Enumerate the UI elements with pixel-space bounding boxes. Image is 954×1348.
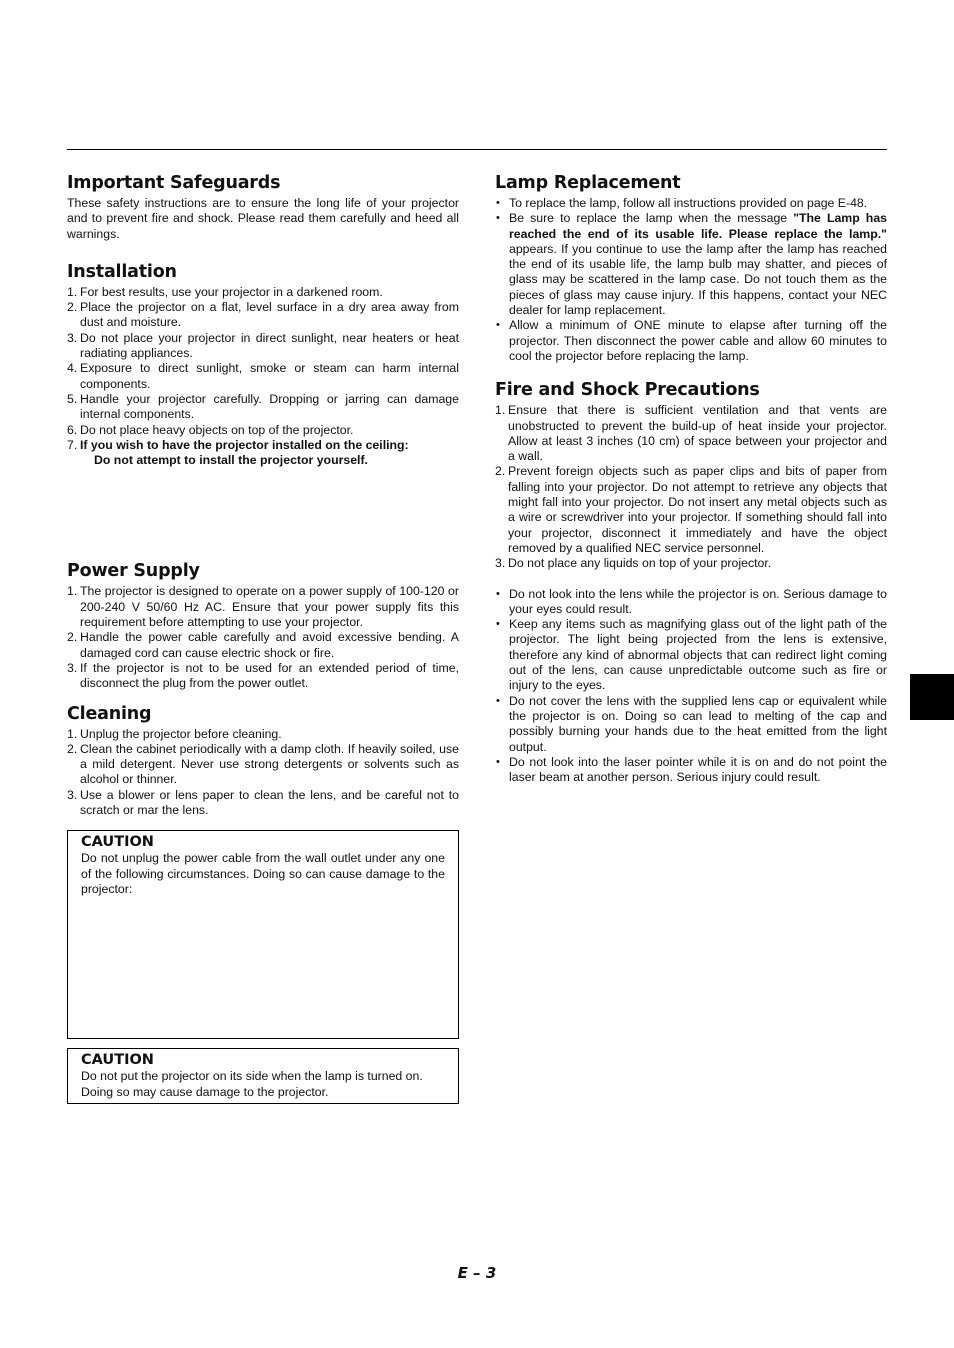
lamp-replacement-heading: Lamp Replacement [495,173,681,193]
list-item: 1. The projector is designed to operate on a power supply of 100-120 or 200-240 V 50/60 Hz AC. Ensure that your power supply fits this requirement before attempting to use your projector. [67,584,459,630]
installation-section [67,261,459,469]
power-supply-heading: Power Supply [67,561,200,582]
safeguards-intro: These safety instructions are to ensure the long life of your projector and to prevent fire and shock. Please read them carefully and heed all warnings. [67,196,459,241]
important-safeguards-section [67,172,459,242]
list-item: 1. For best results, use your projector in a darkened room. [67,284,383,299]
caution-heading: CAUTION [81,834,154,851]
caution-text: Do not put the projector on its side when the lamp is turned on. Doing so may cause damage to the projector. [81,1069,423,1099]
power-supply-section [67,560,459,691]
important-safeguards-heading: Important Safeguards [67,173,281,193]
list-item: • Allow a minimum of ONE minute to elapse after turning off the projector. Then disconnect the power cable and allow 60 minutes to cool the projector before replacing the lamp. [495,318,887,364]
list-item: • To replace the lamp, follow all instructions provided on page E-48. [495,196,887,211]
list-item: 2. Clean the cabinet periodically with a damp cloth. If heavily soiled, use a mild detergent. Never use strong detergents or solvents such as alcohol or thinner. [67,741,459,787]
lamp-list [495,196,887,364]
caution-box-unplug [67,830,459,1039]
caution-box-side [67,1048,459,1104]
list-item: 3. If the projector is not to be used for an extended period of time, disconnect the plug from the power outlet. [67,660,459,691]
cleaning-section [67,703,459,819]
list-item: 5. Handle your projector carefully. Dropping or jarring can damage internal components. [67,391,459,422]
list-item: 3. Do not place your projector in direct sunlight, near heaters or heat radiating appliances. [67,330,459,361]
fire-shock-section [495,379,887,785]
caution-text: Do not unplug the power cable from the wall outlet under any one of the following circumstances. Doing so can cause damage to the projector: [81,851,445,896]
cleaning-list [67,727,459,819]
caution-heading: CAUTION [81,1052,154,1069]
cleaning-heading: Cleaning [67,703,152,724]
list-item: • Do not cover the lens with the supplied lens cap or equivalent while the projector is on. Doing so can lead to melting of the cap and possibly burning your hands due to the heat emitted from the light output. [495,694,887,755]
list-item: • Do not look into the lens while the projector is on. Serious damage to your eyes could result. [495,587,887,618]
section-thumb-tab [910,674,954,720]
list-item: • Do not look into the laser pointer while it is on and do not point the laser beam at another person. Serious injury could result. [495,755,887,786]
list-item: 3. Do not place any liquids on top of your projector. [495,556,772,571]
right-column [495,172,887,785]
list-item: • Be sure to replace the lamp when the message "The Lamp has reached the end of its usable life. Please replace the lamp." appears. If you continue to use the lamp after the lamp has reached the end of its usable life, the lamp bulb may shatter, and pieces of glass may be scattered in the lamp case. Do not touch them as the pieces of glass may cause injury. If this happens, contact your NEC dealer for lamp replacement. [495,211,887,318]
list-item: 2. Place the projector on a flat, level surface in a dry area away from dust and moisture. [67,300,459,330]
list-item: 1. Ensure that there is sufficient ventilation and that vents are unobstructed to prevent the build-up of heat inside your projector. Allow at least 3 inches (10 cm) of space between your projector and a wall. [495,403,887,464]
page-number: E – 3 [457,1264,497,1282]
list-item: 1. Unplug the projector before cleaning. [67,726,282,741]
power-supply-list [67,584,459,691]
list-item: 7. If you wish to have the projector installed on the ceiling: Do not attempt to install the projector yourself. [67,437,409,468]
installation-list [67,285,459,469]
list-item: 2. Handle the power cable carefully and avoid excessive bending. A damaged cord can cause electric shock or fire. [67,630,459,660]
top-rule [67,149,887,150]
list-item: 6. Do not place heavy objects on top of the projector. [67,422,354,437]
list-item: 2. Prevent foreign objects such as paper clips and bits of paper from falling into your projector. Do not attempt to retrieve any objects that might fall into your projector. Do not insert any metal objects such as a wire or screwdriver into your projector. If something should fall into your projector, disconnect it immediately and have the object removed by a qualified NEC service personnel. [495,464,887,555]
list-item: 4. Exposure to direct sunlight, smoke or steam can harm internal components. [67,361,459,391]
list-item: • Keep any items such as magnifying glass out of the light path of the projector. The light being projected from the lens is extensive, therefore any kind of abnormal objects that can redirect light coming out of the lens, can cause unpredictable outcome such as fire or injury to the eyes. [495,617,887,693]
left-column [67,172,459,1104]
fire-shock-list [495,403,887,571]
fire-shock-heading: Fire and Shock Precautions [495,380,760,401]
fire-shock-bullets [495,587,887,786]
lamp-replacement-section [495,172,887,364]
installation-heading: Installation [67,261,177,282]
list-item: 3. Use a blower or lens paper to clean the lens, and be careful not to scratch or mar the lens. [67,787,459,818]
